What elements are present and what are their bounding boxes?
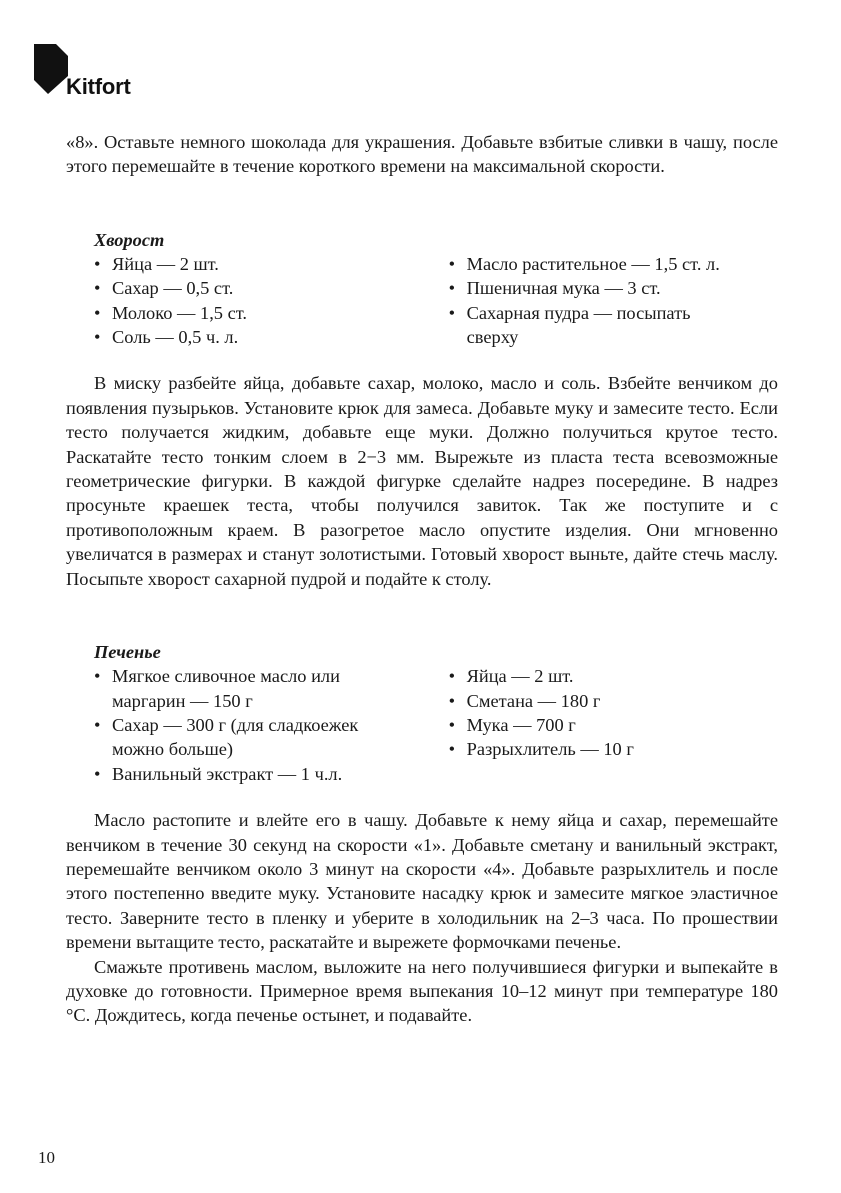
recipe-instructions: Смажьте противень маслом, выложите на него получившиеся фигурки и выпекайте в духовке до готовности. Примерное время выпекания 10–12 минут при температуре 180 °С. Дождитесь, когда печенье остынет, и подавайте.	[66, 956, 778, 1026]
ingredient-item: • Сахар — 0,5 ст.	[94, 276, 449, 300]
ingredient-item: • Соль — 0,5 ч. л.	[94, 325, 449, 349]
ingredient-list-left	[94, 252, 449, 350]
ingredient-columns	[94, 252, 778, 350]
kitfort-logo-icon	[34, 44, 68, 94]
ingredient-item: • Разрыхлитель — 10 г	[449, 737, 778, 761]
ingredient-item: • Ванильный экстракт — 1 ч.л.	[94, 762, 449, 786]
ingredient-item: • Яйца — 2 шт.	[449, 664, 778, 688]
ingredient-columns	[94, 664, 778, 786]
recipe-title: Хворост	[94, 229, 165, 250]
ingredient-item: • Мука — 700 г	[449, 713, 778, 737]
brand-name: Kitfort	[66, 74, 131, 99]
brand-logo	[34, 44, 131, 100]
ingredient-item: • Масло растительное — 1,5 ст. л.	[449, 252, 778, 276]
recipe-title: Печенье	[94, 642, 161, 663]
recipe-khvorost	[66, 228, 778, 591]
recipe-pechenye	[66, 640, 778, 1028]
ingredient-list-right	[449, 664, 778, 786]
ingredient-list-left	[94, 664, 449, 786]
ingredient-item: • Сахар — 300 г (для сладкоежек можно больше)	[94, 713, 382, 762]
ingredient-item: • Молоко — 1,5 ст.	[94, 301, 449, 325]
ingredient-list-right	[449, 252, 778, 350]
page-number: 10	[38, 1148, 55, 1167]
ingredient-item: • Пшеничная мука — 3 ст.	[449, 276, 778, 300]
ingredient-item: • Яйца — 2 шт.	[94, 252, 449, 276]
ingredient-item: • Мягкое сливочное масло или маргарин — 150 г	[94, 664, 412, 713]
page-content	[66, 130, 778, 1028]
recipe-instructions: В миску разбейте яйца, добавьте сахар, молоко, масло и соль. Взбейте венчиком до появления пузырьков. Установите крюк для замеса. Добавьте муку и замесите тесто. Если тесто получается жидким, добавьте еще муки. Должно получиться крутое тесто. Раскатайте тесто тонким слоем в 2−3 мм. Вырежьте из пласта теста всевозможные геометрические фигурки. В каждой фигурке сделайте надрез посередине. В надрез просуньте краешек теста, чтобы получился завиток. Так же поступите и с противоположным краем. В разогретое масло опустите изделия. Они мгновенно увеличатся в размерах и станут золотистыми. Готовый хворост выньте, дайте стечь маслу. Посыпьте хворост сахарной пудрой и подайте к столу.	[66, 373, 778, 589]
ingredient-item: • Сахарная пудра — посыпать сверху	[449, 301, 717, 350]
ingredient-item: • Сметана — 180 г	[449, 689, 778, 713]
intro-paragraph: «8». Оставьте немного шоколада для украшения. Добавьте взбитые сливки в чашу, после этого перемешайте в течение короткого времени на максимальной скорости.	[66, 132, 778, 177]
recipe-instructions: Масло растопите и влейте его в чашу. Добавьте к нему яйца и сахар, перемешайте венчиком в течение 30 секунд на скорости «1». Добавьте сметану и ванильный экстракт, перемешайте венчиком около 3 минут на скорости «4». Добавьте разрыхлитель и после этого постепенно введите муку. Установите насадку крюк и замесите мягкое эластичное тесто. Заверните тесто в пленку и уберите в холодильник на 2–3 часа. По прошествии времени вытащите тесто, раскатайте и вырежете формочками печенье.	[66, 810, 778, 953]
